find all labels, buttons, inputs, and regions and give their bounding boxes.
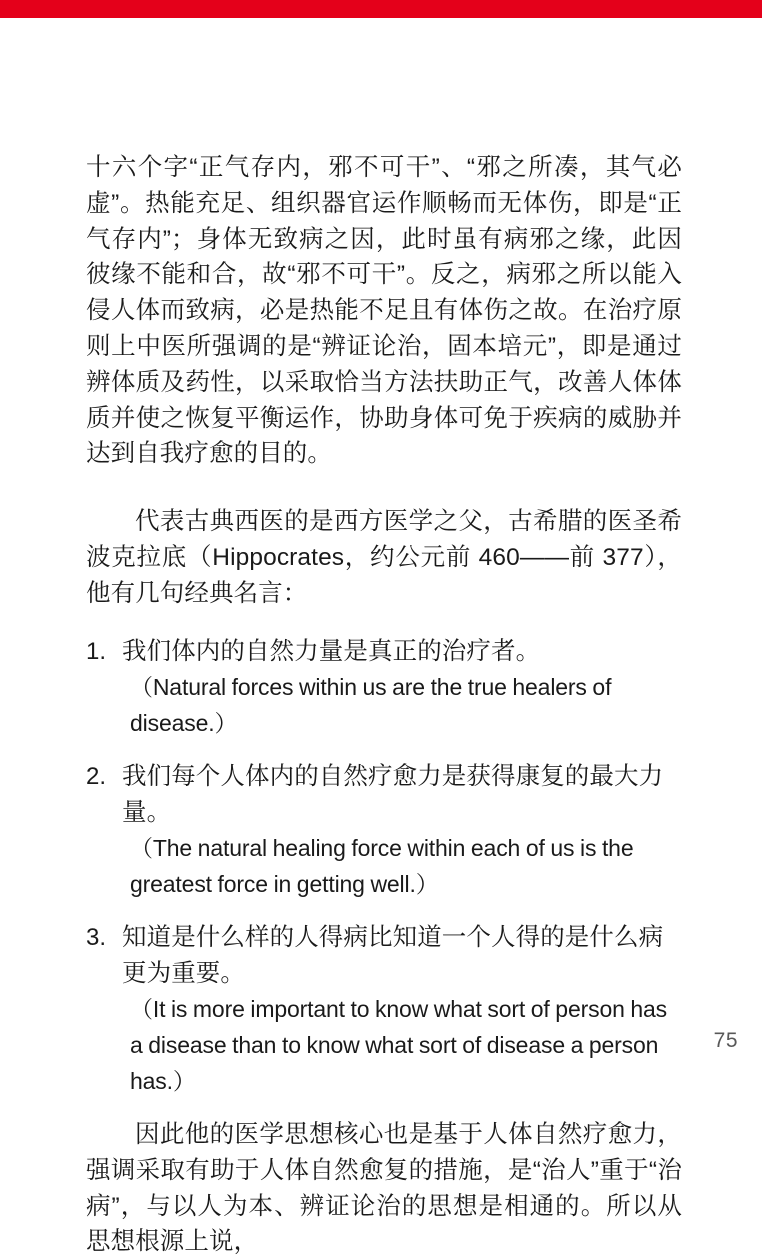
quote-chinese: 知道是什么样的人得病比知道一个人得的是什么病更为重要。 (122, 924, 664, 987)
top-accent-band (0, 0, 762, 18)
list-item-marker: 1. (86, 637, 107, 665)
hippocrates-quote-list (86, 634, 682, 1100)
paragraph-closing-thoughts: 因此他的医学思想核心也是基于人体自然疗愈力，强调采取有助于人体自然愈复的措施，是“治人”重于“治病”，与以人为本、辨证论治的思想是相通的。所以从思想根源上说， (86, 1121, 682, 1256)
list-item (86, 920, 682, 1099)
list-item (86, 634, 682, 742)
quote-chinese: 我们体内的自然力量是真正的治疗者。 (122, 637, 541, 665)
page-canvas (0, 18, 762, 1256)
quote-english: （It is more important to know what sort of person has a disease than to know what sort of disease a person has.） (130, 996, 668, 1095)
page-content (86, 150, 682, 1260)
paragraph-traditional-chinese-medicine: 十六个字“正气存内，邪不可干”、“邪之所凑，其气必虚”。热能充足、组织器官运作顺畅而无体伤，即是“正气存内”；身体无致病之因，此时虽有病邪之缘，此因彼缘不能和合，故“邪不可干”。反之，病邪之所以能入侵人体而致病，必是热能不足且有体伤之故。在治疗原则上中医所强调的是“辨证论治，固本培元”，即是通过辨体质及药性，以采取恰当方法扶助正气，改善人体体质并使之恢复平衡运作，协助身体可免于疾病的威胁并达到自我疗愈的目的。 (86, 154, 682, 468)
quote-chinese: 我们每个人体内的自然疗愈力是获得康复的最大力量。 (122, 763, 664, 826)
list-item (86, 759, 682, 902)
quote-english: （The natural healing force within each of us is the greatest force in getting well.） (130, 835, 634, 898)
paragraph-hippocrates-intro: 代表古典西医的是西方医学之父，古希腊的医圣希波克拉底（Hippocrates，约公元前 460——前 377），他有几句经典名言： (86, 508, 682, 607)
quote-english: （Natural forces within us are the true healers of disease.） (130, 674, 612, 737)
page-number: 75 (713, 1029, 738, 1052)
list-item-marker: 2. (86, 763, 107, 791)
list-item-marker: 3. (86, 924, 107, 952)
